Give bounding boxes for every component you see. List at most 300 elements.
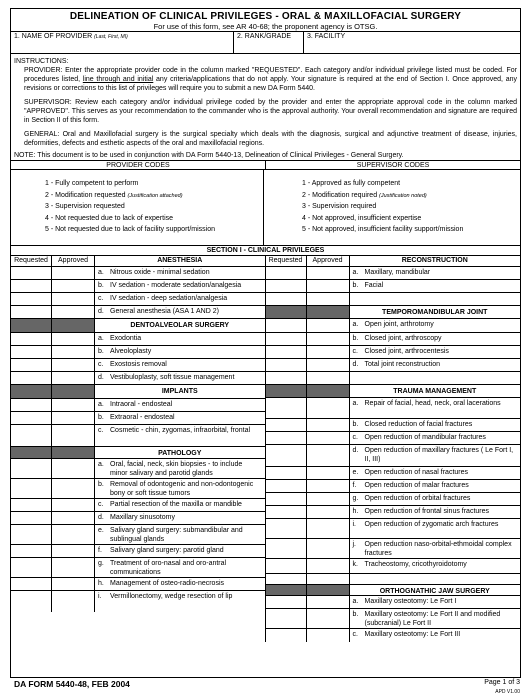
privilege-row xyxy=(266,559,521,574)
page-number: Page 1 of 3 xyxy=(484,679,520,686)
privilege-letter: h. xyxy=(352,508,359,515)
provider-instructions xyxy=(14,66,517,93)
approved-code-field[interactable] xyxy=(52,525,95,544)
privilege-letter: c. xyxy=(98,295,104,302)
approved-code-field[interactable] xyxy=(52,512,95,524)
privilege-text: Vermillonectomy, wedge resection of lip xyxy=(110,593,233,600)
category-row xyxy=(11,447,265,459)
provider-codes-list xyxy=(11,170,264,245)
code-text: 3 - Supervision required xyxy=(302,203,377,211)
privilege-letter: a. xyxy=(352,598,359,605)
approved-code-field[interactable] xyxy=(307,539,350,558)
form-number: DA FORM 5440-48, FEB 2004 xyxy=(14,679,130,689)
privilege-text: Open reduction of nasal fractures xyxy=(364,469,469,476)
privilege-letter: d. xyxy=(352,447,359,454)
privilege-label xyxy=(350,480,521,492)
privilege-row xyxy=(266,506,521,519)
supervisor-code-2 xyxy=(302,192,520,204)
provider-code-5 xyxy=(45,226,263,238)
category-row xyxy=(266,306,521,319)
requested-code-field[interactable] xyxy=(266,445,307,466)
privilege-letter: b. xyxy=(98,481,104,488)
privilege-row xyxy=(11,545,265,558)
code-hint: (Justification noted) xyxy=(379,192,427,199)
form-page xyxy=(10,8,521,678)
privilege-label xyxy=(95,545,265,557)
privilege-text: Intraoral - endosteal xyxy=(110,401,173,408)
requested-code-field[interactable] xyxy=(11,346,52,358)
requested-code-field[interactable] xyxy=(11,372,52,384)
provider-code-1 xyxy=(45,180,263,192)
approved-code-field[interactable] xyxy=(307,629,350,642)
privilege-row xyxy=(11,359,265,372)
privilege-letter: d. xyxy=(98,374,104,381)
requested-code-field[interactable] xyxy=(266,432,307,444)
requested-code-field[interactable] xyxy=(11,267,52,279)
requested-code-field[interactable] xyxy=(266,559,307,573)
privilege-label xyxy=(350,596,521,608)
privilege-label xyxy=(350,346,521,358)
approved-code-field[interactable] xyxy=(307,359,350,371)
privilege-row xyxy=(11,591,265,612)
requested-code-field[interactable] xyxy=(11,412,52,424)
approved-code-field[interactable] xyxy=(307,293,350,305)
form-title: DELINEATION OF CLINICAL PRIVILEGES - ORAL & MAXILLOFACIAL SURGERY xyxy=(69,11,462,22)
approved-code-field[interactable] xyxy=(52,359,95,371)
privilege-text: Oral, facial, neck, skin biopsies - to include minor salivary and parotid glands xyxy=(110,461,243,477)
category-title: ORTHOGNATHIC JAW SURGERY xyxy=(379,588,490,595)
privilege-row xyxy=(266,293,521,306)
requested-code-field[interactable] xyxy=(11,280,52,292)
requested-code-field[interactable] xyxy=(11,425,52,446)
privilege-label xyxy=(350,319,521,332)
privilege-row xyxy=(266,596,521,609)
privilege-text: General anesthesia (ASA 1 AND 2) xyxy=(110,308,219,315)
approved-code-field[interactable] xyxy=(52,499,95,511)
requested-code-field xyxy=(11,319,52,332)
requested-column-header: Requested xyxy=(266,256,307,266)
approved-code-field[interactable] xyxy=(52,591,95,612)
supervisor-code-4 xyxy=(302,215,520,227)
privilege-label xyxy=(350,467,521,479)
privilege-letter: a. xyxy=(98,401,104,408)
approved-code-field[interactable] xyxy=(52,545,95,557)
privilege-label xyxy=(350,333,521,345)
requested-code-field[interactable] xyxy=(11,333,52,345)
requested-code-field[interactable] xyxy=(266,359,307,371)
requested-code-field[interactable] xyxy=(266,519,307,538)
privilege-label xyxy=(350,267,521,279)
requested-code-field[interactable] xyxy=(11,459,52,478)
approved-code-field[interactable] xyxy=(52,479,95,498)
requested-code-field xyxy=(266,585,307,595)
privilege-text: Open reduction of malar fractures xyxy=(364,482,469,489)
approved-code-field[interactable] xyxy=(52,372,95,384)
privilege-label xyxy=(95,333,265,345)
requested-code-field[interactable] xyxy=(266,506,307,518)
privilege-row xyxy=(11,558,265,578)
requested-code-field[interactable] xyxy=(11,578,52,590)
requested-code-field[interactable] xyxy=(11,293,52,305)
privilege-label xyxy=(350,398,521,418)
provider-code-4 xyxy=(45,215,263,227)
privilege-text: Exodontia xyxy=(110,335,142,342)
column-header-row xyxy=(266,256,521,267)
privilege-row xyxy=(266,467,521,480)
privilege-text: Closed joint, arthrocentesis xyxy=(364,348,449,355)
approved-code-field[interactable] xyxy=(307,333,350,345)
approved-code-field[interactable] xyxy=(52,306,95,318)
privilege-row xyxy=(266,280,521,293)
approved-code-field[interactable] xyxy=(52,346,95,358)
approved-code-field[interactable] xyxy=(307,493,350,505)
privilege-row xyxy=(11,346,265,359)
code-text: 1 - Approved as fully competent xyxy=(302,180,401,187)
privilege-text: Maxillary, mandibular xyxy=(364,269,431,276)
privilege-label xyxy=(350,293,521,305)
provider-instructions-underlined: line through and initial xyxy=(82,76,154,83)
code-text: 1 - Fully competent to perform xyxy=(45,180,139,187)
requested-code-field[interactable] xyxy=(266,333,307,345)
requested-code-field[interactable] xyxy=(266,629,307,642)
privilege-text: Nitrous oxide - minimal sedation xyxy=(110,269,210,276)
supervisor-code-1 xyxy=(302,180,520,192)
requested-code-field[interactable] xyxy=(11,558,52,577)
privilege-label xyxy=(95,346,265,358)
approved-code-field[interactable] xyxy=(307,319,350,332)
privilege-row xyxy=(11,293,265,306)
privilege-row xyxy=(11,267,265,280)
approved-code-field[interactable] xyxy=(52,459,95,478)
approved-code-field[interactable] xyxy=(307,596,350,608)
code-text: 2 - Modification required xyxy=(302,191,380,199)
privilege-label xyxy=(350,609,521,628)
rank-grade-field[interactable] xyxy=(234,32,304,53)
requested-code-field[interactable] xyxy=(266,346,307,358)
privilege-row xyxy=(11,372,265,385)
privilege-text: Removal of odontogenic and non-odontogenic bony or soft tissue tumors xyxy=(110,481,254,497)
privilege-letter: b. xyxy=(352,282,359,289)
provider-codes-title: PROVIDER CODES xyxy=(11,161,266,169)
requested-code-field[interactable] xyxy=(266,596,307,608)
code-text: 2 - Modification requested xyxy=(45,191,128,199)
approved-code-field[interactable] xyxy=(52,293,95,305)
section-title: SECTION I - CLINICAL PRIVILEGES xyxy=(11,246,520,256)
privilege-row xyxy=(11,499,265,512)
privilege-letter: d. xyxy=(98,308,104,315)
privileges-left-column xyxy=(11,256,266,642)
privilege-text: Extraoral - endosteal xyxy=(110,414,175,421)
general-instructions: GENERAL: Oral and Maxillofacial surgery is the surgical specialty which deals with the diagnosis, surgical and adjunctive treatment of disease, injuries, deformities, defects and esthetic aspects of the oral and maxillofacial regions. xyxy=(24,131,517,147)
requested-code-field[interactable] xyxy=(266,267,307,279)
supervisor-codes-title: SUPERVISOR CODES xyxy=(356,162,430,169)
approved-code-field[interactable] xyxy=(307,346,350,358)
privilege-text: Total joint reconstruction xyxy=(364,361,440,368)
privilege-row xyxy=(266,432,521,445)
approved-code-field[interactable] xyxy=(52,578,95,590)
privilege-text: Repair of facial, head, neck, oral lacerations xyxy=(364,400,501,407)
provider-name-hint: (Last, First, MI) xyxy=(94,34,128,40)
requested-code-field[interactable] xyxy=(266,293,307,305)
requested-code-field[interactable] xyxy=(266,372,307,384)
privilege-letter: c. xyxy=(98,501,104,508)
privilege-row xyxy=(266,333,521,346)
requested-code-field[interactable] xyxy=(11,512,52,524)
privileges-right-column xyxy=(266,256,521,642)
privilege-text: Open joint, arthrotomy xyxy=(364,321,434,328)
privilege-letter: i. xyxy=(98,593,102,600)
approved-code-field[interactable] xyxy=(307,398,350,418)
privilege-text: Open reduction of orbital fractures xyxy=(364,495,471,502)
requested-code-field xyxy=(11,385,52,398)
provider-name-field[interactable] xyxy=(11,32,234,53)
code-text: 5 - Not approved, insufficient facility support/mission xyxy=(302,226,464,234)
category-title: ANESTHESIA xyxy=(157,257,203,264)
instructions xyxy=(11,54,520,148)
approved-code-field[interactable] xyxy=(307,445,350,466)
privilege-row xyxy=(11,306,265,319)
privilege-label xyxy=(95,578,265,590)
codes-header xyxy=(11,161,520,170)
privilege-letter: b. xyxy=(98,348,104,355)
provider-info-row xyxy=(11,31,520,54)
approved-code-field xyxy=(307,306,350,318)
privilege-text: Open reduction of zygomatic arch fractures xyxy=(364,521,499,528)
privilege-text: Closed reduction of facial fractures xyxy=(364,421,473,428)
privilege-letter: g. xyxy=(352,495,359,502)
approved-code-field[interactable] xyxy=(307,609,350,628)
privilege-row xyxy=(266,480,521,493)
approved-code-field[interactable] xyxy=(307,280,350,292)
approved-code-field[interactable] xyxy=(307,467,350,479)
approved-code-field[interactable] xyxy=(307,372,350,384)
category-row xyxy=(11,385,265,399)
approved-code-field[interactable] xyxy=(52,333,95,345)
privilege-letter: h. xyxy=(98,580,104,587)
privilege-text: Salivary gland surgery: submandibular and sublingual glands xyxy=(110,527,243,543)
requested-code-field[interactable] xyxy=(11,499,52,511)
requested-code-field[interactable] xyxy=(11,479,52,498)
provider-instructions-part2: any criteria/applications that do not apply. Your signature is required at the end of Section I. Once approved, any revisions or corrections to this list of privileges will require you to submit a new DA Form 5440. xyxy=(24,76,517,92)
privilege-label xyxy=(95,306,265,318)
privilege-label xyxy=(350,372,521,384)
privilege-letter: d. xyxy=(98,514,104,521)
facility-label: 3. FACILITY xyxy=(307,33,346,40)
privilege-text: Management of osteo-radio-necrosis xyxy=(110,580,225,587)
requested-code-field[interactable] xyxy=(11,525,52,544)
requested-code-field[interactable] xyxy=(266,609,307,628)
privilege-label xyxy=(95,280,265,292)
category-title: TRAUMA MANAGEMENT xyxy=(393,388,477,395)
privilege-letter: a. xyxy=(98,269,104,276)
approved-column-header: Approved xyxy=(307,256,350,266)
privilege-text: Partial resection of the maxilla or mandible xyxy=(110,501,242,508)
supervisor-code-5 xyxy=(302,226,520,238)
privilege-text: Maxillary osteotomy: Le Fort II and modified (subcranial) Le Fort II xyxy=(364,611,501,627)
approved-code-field[interactable] xyxy=(307,432,350,444)
requested-code-field[interactable] xyxy=(266,398,307,418)
privilege-label xyxy=(350,629,521,642)
requested-code-field[interactable] xyxy=(266,280,307,292)
privilege-letter: b. xyxy=(352,421,359,428)
approved-code-field[interactable] xyxy=(307,480,350,492)
provider-instructions-part1: PROVIDER: Enter the appropriate provider code in the column marked "REQUESTED". Each category and/or individual privilege listed must be coded. For procedures listed, xyxy=(24,67,517,83)
privilege-letter: c. xyxy=(352,348,358,355)
privilege-row xyxy=(11,412,265,425)
category-title: PATHOLOGY xyxy=(158,450,202,457)
category-row xyxy=(11,319,265,333)
privilege-letter: f. xyxy=(352,482,357,489)
approved-code-field[interactable] xyxy=(307,506,350,518)
privilege-label xyxy=(95,512,265,524)
approved-code-field[interactable] xyxy=(52,412,95,424)
category-title: TEMPOROMANDIBULAR JOINT xyxy=(382,309,488,316)
privilege-text: IV sedation - moderate sedation/analgesia xyxy=(110,282,242,289)
privilege-row xyxy=(266,574,521,585)
privilege-letter: c. xyxy=(352,434,358,441)
privilege-label xyxy=(95,499,265,511)
privilege-label xyxy=(95,293,265,305)
requested-code-field[interactable] xyxy=(11,545,52,557)
privilege-text: Vestibuloplasty, soft tissue management xyxy=(110,374,235,381)
category-title: IMPLANTS xyxy=(161,388,198,395)
requested-code-field[interactable] xyxy=(266,419,307,431)
privilege-text: Open reduction of frontal sinus fractures xyxy=(364,508,490,515)
privilege-letter: i. xyxy=(352,521,356,528)
approved-code-field[interactable] xyxy=(52,267,95,279)
privilege-letter: e. xyxy=(352,469,359,476)
privilege-row xyxy=(11,425,265,447)
requested-code-field[interactable] xyxy=(11,399,52,411)
privilege-row xyxy=(266,398,521,419)
requested-code-field[interactable] xyxy=(11,591,52,612)
privilege-letter: a. xyxy=(352,269,359,276)
privilege-row xyxy=(11,333,265,346)
requested-code-field xyxy=(266,385,307,397)
privilege-letter: c. xyxy=(352,631,358,638)
privilege-text: Open reduction naso-orbital-ethmoidal complex fractures xyxy=(364,541,512,557)
privilege-text: Alveoloplasty xyxy=(110,348,152,355)
privilege-letter: b. xyxy=(98,282,104,289)
privilege-letter: j. xyxy=(352,541,356,548)
requested-code-field[interactable] xyxy=(11,306,52,318)
privilege-label xyxy=(95,479,265,498)
privilege-letter: b. xyxy=(352,335,359,342)
approved-code-field[interactable] xyxy=(307,519,350,538)
note-text: NOTE: This document is to be used in conjunction with DA Form 5440-13, Delineation of Clinical Privileges - General Surgery. xyxy=(11,152,520,161)
privilege-row xyxy=(11,479,265,499)
approved-column-header: Approved xyxy=(52,256,95,266)
column-header-row xyxy=(11,256,265,267)
privilege-letter: a. xyxy=(352,400,359,407)
approved-code-field[interactable] xyxy=(52,280,95,292)
privilege-label xyxy=(350,445,521,466)
approved-code-field xyxy=(307,585,350,595)
privilege-text: Tracheostomy, cricothyroidotomy xyxy=(364,561,467,568)
category-title: RECONSTRUCTION xyxy=(401,257,468,264)
privilege-label xyxy=(350,539,521,558)
approved-code-field[interactable] xyxy=(307,267,350,279)
rank-grade-label: 2. RANK/GRADE xyxy=(237,33,292,40)
provider-code-3 xyxy=(45,203,263,215)
approved-code-field xyxy=(307,385,350,397)
approved-code-field xyxy=(52,385,95,398)
approved-code-field[interactable] xyxy=(307,559,350,573)
requested-code-field[interactable] xyxy=(266,480,307,492)
privilege-label xyxy=(350,519,521,538)
privilege-label xyxy=(350,493,521,505)
privilege-label xyxy=(95,459,265,478)
privilege-letter: f. xyxy=(98,547,102,554)
approved-code-field[interactable] xyxy=(307,574,350,584)
codes-legend xyxy=(11,170,520,246)
facility-field[interactable] xyxy=(304,32,520,53)
privilege-label xyxy=(350,432,521,444)
privilege-row xyxy=(11,525,265,545)
privilege-label xyxy=(95,267,265,279)
privilege-text: Maxillary osteotomy: Le Fort III xyxy=(364,631,461,638)
privilege-text: Closed joint, arthroscopy xyxy=(364,335,442,342)
privilege-row xyxy=(11,512,265,525)
privilege-letter: c. xyxy=(98,427,104,434)
instructions-heading: INSTRUCTIONS: xyxy=(14,58,69,65)
privilege-label xyxy=(95,399,265,411)
privilege-letter: b. xyxy=(98,414,104,421)
privilege-row xyxy=(266,493,521,506)
privilege-text: Facial xyxy=(364,282,384,289)
approved-code-field[interactable] xyxy=(52,425,95,446)
privilege-label xyxy=(350,559,521,573)
requested-code-field[interactable] xyxy=(266,467,307,479)
requested-code-field[interactable] xyxy=(266,493,307,505)
approved-code-field[interactable] xyxy=(52,399,95,411)
privilege-letter: c. xyxy=(98,361,104,368)
privilege-text: Treatment of oro-nasal and oro-antral communications xyxy=(110,560,227,576)
code-hint: (Justification attached) xyxy=(127,192,183,199)
code-text: 5 - Not requested due to lack of facility support/mission xyxy=(45,226,216,234)
category-title: DENTOALVEOLAR SURGERY xyxy=(130,322,230,329)
privilege-row xyxy=(266,629,521,642)
privilege-row xyxy=(266,419,521,432)
privilege-label xyxy=(95,591,265,612)
approved-code-field xyxy=(52,319,95,332)
privilege-text: Exostosis removal xyxy=(110,361,167,368)
privilege-label xyxy=(95,425,265,446)
requested-code-field[interactable] xyxy=(11,359,52,371)
provider-name-label: 1. NAME OF PROVIDER xyxy=(14,33,93,40)
approved-code-field[interactable] xyxy=(52,558,95,577)
privilege-row xyxy=(266,359,521,372)
approved-code-field xyxy=(52,447,95,458)
privilege-label xyxy=(95,525,265,544)
privilege-row xyxy=(11,280,265,293)
privilege-label xyxy=(350,574,521,584)
privilege-row xyxy=(11,459,265,479)
privilege-row xyxy=(266,267,521,280)
requested-code-field[interactable] xyxy=(266,539,307,558)
supervisor-instructions: SUPERVISOR: Review each category and/or individual privilege coded by the provider and enter the appropriate approval code in the column marked "APPROVED". This serves as your recommendation to the commander who is the approval authority. Your overall recommendation and signature are required in Section II of this form. xyxy=(24,99,517,124)
approved-code-field[interactable] xyxy=(307,419,350,431)
code-text: 3 - Supervision requested xyxy=(45,203,125,211)
privilege-text: Maxillary sinusotomy xyxy=(110,514,175,521)
privilege-label xyxy=(95,558,265,577)
category-row xyxy=(266,385,521,398)
privilege-row xyxy=(11,578,265,591)
requested-code-field[interactable] xyxy=(266,319,307,332)
privilege-row xyxy=(266,372,521,385)
requested-code-field[interactable] xyxy=(266,574,307,584)
privilege-letter: a. xyxy=(352,321,359,328)
